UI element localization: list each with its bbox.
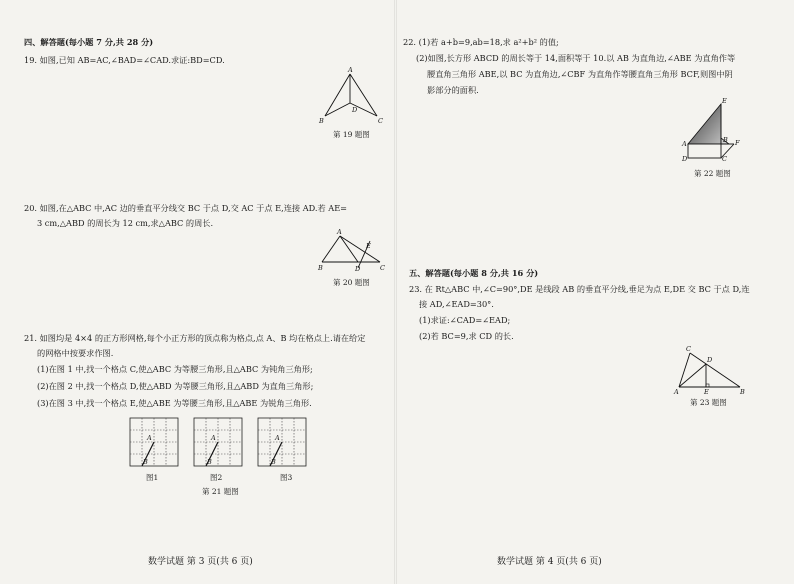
grid3-label-b: B — [271, 458, 276, 466]
q22-label-f: F — [735, 139, 740, 147]
q22-part2-line3: 影部分的面积. — [427, 85, 479, 95]
q20-caption: 第 20 题图 — [333, 278, 370, 287]
q20-label-c: C — [380, 264, 385, 272]
grid-label-3: 图3 — [280, 473, 293, 482]
q22-label-c: C — [722, 155, 727, 163]
section5-heading: 五、解答题(每小题 8 分,共 16 分) — [409, 268, 539, 278]
q23-label-d: D — [707, 356, 713, 364]
q23-label-b: B — [740, 388, 745, 396]
q23-label-e: E — [704, 388, 709, 396]
exam-page-4 — [397, 0, 794, 584]
q19-caption: 第 19 题图 — [333, 130, 370, 139]
q20-label-e: E — [366, 242, 371, 250]
q22-label-e: E — [722, 97, 727, 105]
q21-part1: (1)在图 1 中,找一个格点 C,使△ABC 为等腰三角形,且△ABC 为钝角三角形; — [37, 364, 313, 374]
footer-page-4: 数学试题 第 4 页(共 6 页) — [497, 557, 602, 567]
q23-part1: (1)求证:∠CAD=∠EAD; — [419, 315, 511, 325]
grid-figure-1 — [130, 418, 182, 470]
q21-caption: 第 21 题图 — [202, 487, 239, 496]
grid3-label-a: A — [275, 434, 280, 442]
q22-label-d: D — [682, 155, 688, 163]
q22-label-b: B — [723, 136, 728, 144]
q20-figure — [318, 230, 390, 274]
grid1-label-a: A — [147, 434, 152, 442]
q19-label-c: C — [378, 117, 383, 125]
q22-part2-line1: (2)如图,长方形 ABCD 的周长等于 14,面积等于 10.以 AB 为直角边,∠ABE 为直角作等 — [416, 53, 736, 63]
q20-text-line2: 3 cm,△ABD 的周长为 12 cm,求△ABC 的周长. — [37, 218, 214, 228]
q23-text-line2: 接 AD,∠EAD=30°. — [419, 299, 494, 309]
grid-label-1: 图1 — [146, 473, 159, 482]
footer-page-3: 数学试题 第 3 页(共 6 页) — [148, 557, 253, 567]
q21-text-line1: 21. 如图均是 4×4 的正方形网格,每个小正方形的顶点称为格点,点 A、B 均在格点上.请在给定 — [24, 333, 366, 343]
q23-label-a: A — [674, 388, 679, 396]
grid1-label-b: B — [143, 458, 148, 466]
q20-label-a: A — [337, 228, 342, 236]
q22-part2-line2: 腰直角三角形 ABE,以 BC 为直角边,∠CBF 为直角作等腰直角三角形 BCF,则图中阴 — [427, 69, 733, 79]
q23-figure — [673, 347, 749, 395]
grid2-label-a: A — [211, 434, 216, 442]
q19-figure — [318, 68, 388, 130]
q22-part1: 22. (1)若 a+b=9,ab=18,求 a²+b² 的值; — [403, 37, 559, 47]
q21-text-line2: 的网格中按要求作图. — [37, 348, 114, 358]
q19-text: 19. 如图,已知 AB=AC,∠BAD=∠CAD.求证:BD=CD. — [24, 55, 225, 65]
q20-label-d: D — [355, 265, 361, 273]
q23-part2: (2)若 BC=9,求 CD 的长. — [419, 331, 514, 341]
grid-figure-3 — [258, 418, 310, 470]
section4-heading: 四、解答题(每小题 7 分,共 28 分) — [24, 37, 154, 47]
q21-part3: (3)在图 3 中,找一个格点 E,使△ABE 为等腰三角形,且△ABE 为锐角三角形. — [37, 398, 312, 408]
q23-caption: 第 23 题图 — [690, 398, 727, 407]
q21-part2: (2)在图 2 中,找一个格点 D,使△ABD 为等腰三角形,且△ABD 为直角三角形; — [37, 381, 314, 391]
q23-label-c: C — [686, 345, 691, 353]
q22-label-a: A — [682, 140, 687, 148]
exam-page-3 — [0, 0, 395, 584]
grid2-label-b: B — [207, 458, 212, 466]
q19-label-a: A — [348, 66, 353, 74]
q20-text-line1: 20. 如图,在△ABC 中,AC 边的垂直平分线交 BC 于点 D,交 AC 于点 E,连接 AD.若 AE= — [24, 203, 348, 213]
grid-figure-2 — [194, 418, 246, 470]
q19-label-d: D — [352, 106, 358, 114]
q20-label-b: B — [318, 264, 323, 272]
grid-label-2: 图2 — [210, 473, 223, 482]
q23-text-line1: 23. 在 Rt△ABC 中,∠C=90°,DE 是线段 AB 的垂直平分线,垂足为点 E,DE 交 BC 于点 D,连 — [409, 284, 750, 294]
q19-label-b: B — [319, 117, 324, 125]
q22-caption: 第 22 题图 — [694, 169, 731, 178]
q22-figure — [682, 97, 757, 166]
